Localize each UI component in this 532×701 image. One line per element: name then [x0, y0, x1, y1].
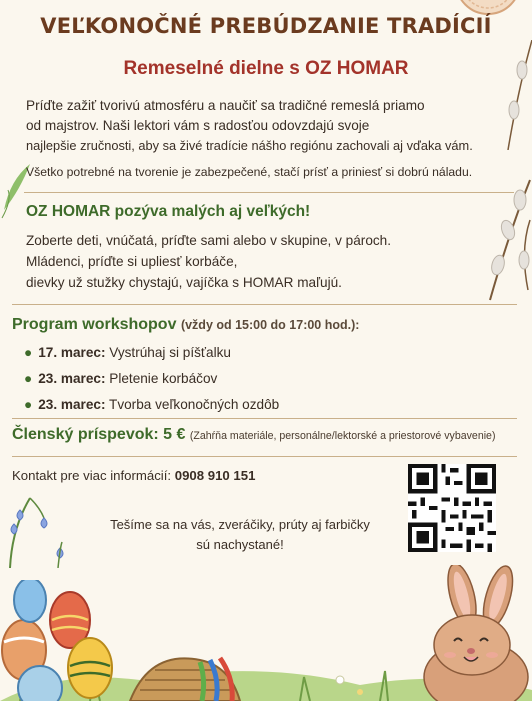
invite-line: Zoberte deti, vnúčatá, príďte sami alebo v skupine, v pároch.: [26, 233, 392, 248]
program-list: [24, 340, 279, 418]
intro-line: najlepšie zručnosti, aby sa živé tradície nášho regiónu zachovali aj vďaka vám.: [26, 138, 473, 153]
closing-line: Tešíme sa na vás, zveráčiky, prúty aj farbičky: [110, 517, 370, 532]
contact-phone: 0908 910 151: [174, 468, 256, 483]
divider: [12, 456, 517, 457]
bunny-icon: [410, 565, 532, 701]
intro-line: Príďte zažiť tvorivú atmosféru a naučiť sa tradičné remeslá priamo: [26, 98, 425, 113]
program-date: 23. marec:: [38, 371, 106, 386]
program-title: [12, 316, 359, 334]
easter-eggs-icon: [0, 580, 130, 701]
intro-text: [26, 96, 516, 156]
invite-line: dievky už stužky chystajú, vajíčka s HOMAR maľujú.: [26, 275, 342, 290]
basket-decoration: [120, 640, 260, 701]
closing-message: [90, 515, 390, 555]
program-activity: Vystrúhaj si píšťalku: [109, 345, 231, 360]
list-item: ● 23. marec: Pletenie korbáčov: [24, 371, 218, 386]
bluebell-flower-icon: [0, 488, 70, 568]
page-subtitle: Remeselné dielne s OZ HOMAR: [123, 58, 409, 79]
program-activity: Pletenie korbáčov: [109, 371, 218, 386]
program-time-note: (vždy od 15:00 do 17:00 hod.):: [180, 318, 360, 332]
qr-code-icon[interactable]: [408, 464, 496, 552]
intro-note: Všetko potrebné na tvorenie je zabezpečené, stačí prísť a priniesť si dobrú náladu.: [26, 165, 473, 179]
program-date: 23. marec:: [38, 397, 106, 412]
intro-line: od majstrov. Naši lektori vám s radosťou odovzdajú svoje: [26, 118, 370, 133]
page-title: VEĽKONOČNÉ PREBÚDZANIE TRADÍCIÍ: [40, 14, 492, 38]
divider: [24, 192, 514, 193]
invite-title: OZ HOMAR pozýva malých aj veľkých!: [26, 203, 311, 220]
divider: [12, 304, 517, 305]
contact-label: Kontakt pre viac informácií:: [12, 468, 172, 483]
contact-info: [12, 468, 255, 483]
program-date: 17. marec:: [38, 345, 106, 360]
membership-fee: [12, 426, 495, 444]
closing-line: sú nachystané!: [196, 537, 284, 552]
program-title-text: Program workshopov: [12, 316, 177, 333]
list-item: ● 17. marec: Vystrúhaj si píšťalku: [24, 345, 231, 360]
invite-text: [26, 230, 496, 293]
fee-note: (Zahŕňa materiále, personálne/lektorské a priestorové vybavenie): [189, 430, 496, 442]
list-item: ● 23. marec: Tvorba veľkonočných ozdôb: [24, 397, 280, 412]
fee-label: Členský príspevok: 5 €: [12, 426, 186, 443]
divider: [12, 418, 517, 419]
program-activity: Tvorba veľkonočných ozdôb: [109, 397, 280, 412]
invite-line: Mládenci, príďte si upliesť korbáče,: [26, 254, 238, 269]
